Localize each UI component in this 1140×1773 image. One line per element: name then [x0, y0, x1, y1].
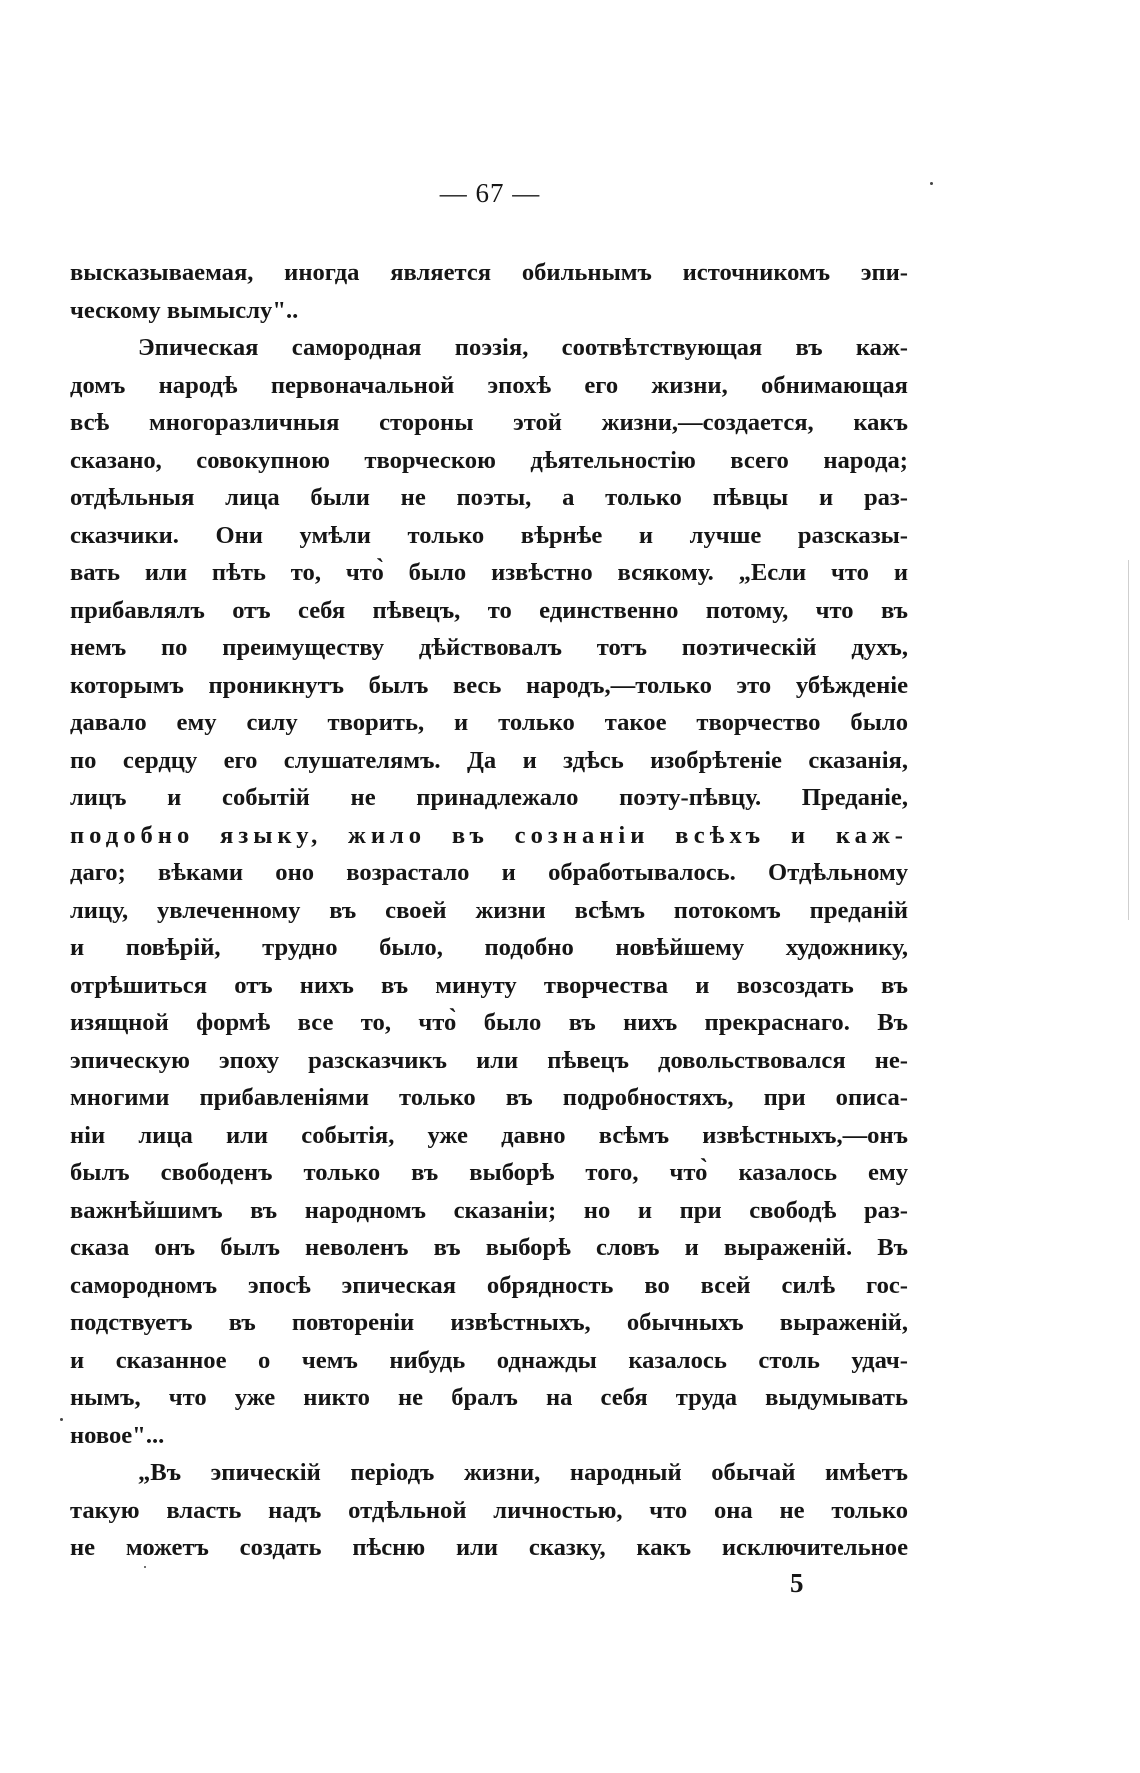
text-line: лицъ и событій не принадлежало поэту-пѣвцу. Преданіе, — [70, 784, 908, 811]
text-line: ніи лица или событія, уже давно всѣмъ извѣстныхъ,—онъ — [70, 1121, 908, 1149]
print-speck — [930, 182, 933, 185]
text-line: подобно языку, жило въ сознаніи всѣхъ и каж- — [70, 821, 908, 849]
text-line: сказа онъ былъ неволенъ въ выборѣ словъ и выраженій. Въ — [70, 1234, 908, 1261]
text-line: многими прибавленіями только въ подробностяхъ, при описа- — [70, 1084, 908, 1111]
text-line: лицу, увлеченному въ своей жизни всѣмъ потокомъ преданій — [70, 896, 908, 924]
print-speck — [60, 1418, 63, 1421]
text-line: сказано, совокупною творческою дѣятельностію всего народа; — [70, 446, 908, 474]
text-line: важнѣйшимъ въ народномъ сказаніи; но и при свободѣ раз- — [70, 1196, 908, 1224]
text-line: подствуетъ въ повтореніи извѣстныхъ, обычныхъ выраженій, — [70, 1309, 908, 1336]
text-line: давало ему силу творить, и только такое творчество было — [70, 709, 908, 736]
body-text — [70, 254, 908, 1567]
text-line: немъ по преимуществу дѣйствовалъ тотъ поэтическій духъ, — [70, 634, 908, 661]
text-line: прибавлялъ отъ себя пѣвецъ, то единственно потому, что въ — [70, 596, 908, 624]
text-line: и повѣрій, трудно было, подобно новѣйшему художнику, — [70, 934, 908, 961]
text-line: высказываемая, иногда является обильнымъ источникомъ эпи- — [70, 259, 908, 286]
text-line: вать или пѣть то, что̀ было извѣстно всякому. „Если что и — [70, 559, 908, 586]
text-line: „Въ эпическій періодъ жизни, народный обычай имѣетъ — [138, 1459, 908, 1486]
text-line: сказчики. Они умѣли только вѣрнѣе и лучше разсказы- — [70, 521, 908, 549]
signature-mark: 5 — [790, 1568, 804, 1598]
print-speck — [144, 1566, 146, 1568]
text-line: даго; вѣками оно возрастало и обработывалось. Отдѣльному — [70, 859, 908, 886]
text-line: новое"... — [70, 1421, 165, 1449]
text-line: по сердцу его слушателямъ. Да и здѣсь изобрѣтеніе сказанія, — [70, 746, 908, 774]
text-line: изящной формѣ все то, что̀ было въ нихъ прекраснаго. Въ — [70, 1009, 908, 1036]
text-line: не можетъ создать пѣсню или сказку, какъ исключительное — [70, 1534, 908, 1561]
text-line: всѣ многоразличныя стороны этой жизни,—создается, какъ — [70, 409, 908, 436]
text-line: Эпическая самородная поэзія, соотвѣтствующая въ каж- — [138, 334, 908, 361]
page-edge-shadow — [1128, 560, 1129, 920]
text-line: самородномъ эпосѣ эпическая обрядность во всей силѣ гос- — [70, 1271, 908, 1299]
page-number: — 67 — — [439, 178, 541, 208]
text-line: которымъ проникнутъ былъ весь народъ,—только это убѣжденіе — [70, 671, 908, 699]
text-line: ческому вымыслу".. — [70, 296, 299, 324]
text-line: нымъ, что уже никто не бралъ на себя труда выдумывать — [70, 1384, 908, 1411]
text-line: отрѣшиться отъ нихъ въ минуту творчества и возсоздать въ — [70, 971, 908, 999]
text-line: такую власть надъ отдѣльной личностью, что она не только — [70, 1496, 908, 1524]
text-line: и сказанное о чемъ нибудь однажды казалось столь удач- — [70, 1346, 908, 1374]
text-line: домъ народѣ первоначальной эпохѣ его жизни, обнимающая — [70, 371, 908, 399]
text-line: эпическую эпоху разсказчикъ или пѣвецъ довольствовался не- — [70, 1046, 908, 1074]
text-line: отдѣльныя лица были не поэты, а только пѣвцы и раз- — [70, 484, 908, 511]
text-line: былъ свободенъ только въ выборѣ того, что̀ казалось ему — [70, 1159, 908, 1186]
